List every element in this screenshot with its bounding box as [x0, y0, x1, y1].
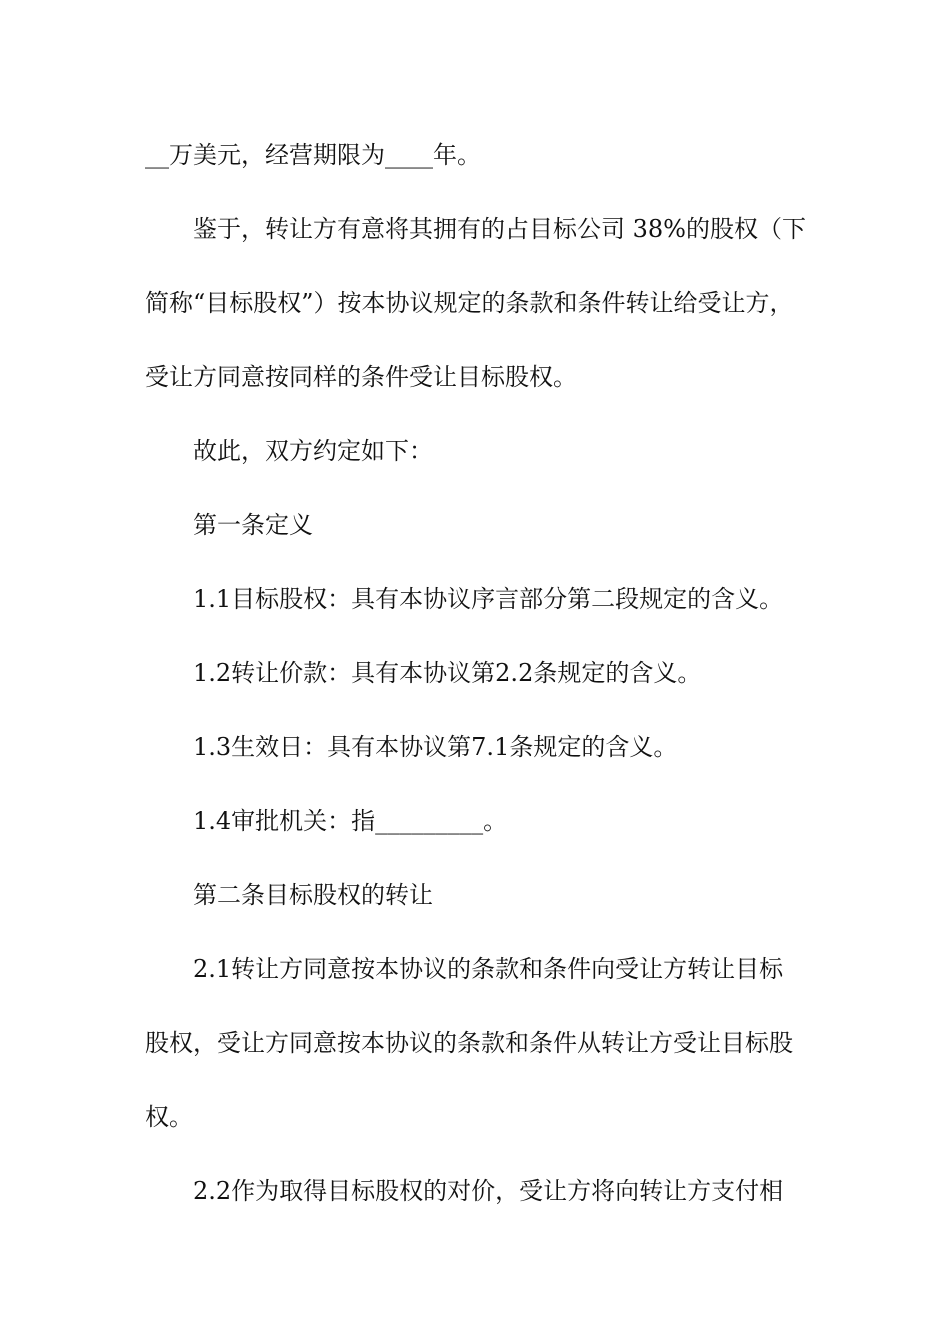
- definition-item: 1.4审批机关：指_________。: [193, 807, 508, 835]
- document-body: [145, 128, 815, 1218]
- text-line: 受让方同意按同样的条件受让目标股权。: [145, 363, 577, 391]
- definition-item: 1.3生效日：具有本协议第7.1条规定的含义。: [193, 733, 678, 761]
- definition-item: 1.2转让价款：具有本协议第2.2条规定的含义。: [193, 659, 702, 687]
- clause-item: 2.2作为取得目标股权的对价，受让方将向转让方支付相: [193, 1177, 784, 1205]
- text-line: 股权，受让方同意按本协议的条款和条件从转让方受让目标股: [145, 1029, 793, 1057]
- section-heading: 第二条目标股权的转让: [193, 881, 433, 909]
- text-line: 权。: [145, 1103, 193, 1131]
- text-line: 鉴于，转让方有意将其拥有的占目标公司 38%的股权（下: [193, 215, 806, 243]
- clause-item: 2.1转让方同意按本协议的条款和条件向受让方转让目标: [193, 955, 784, 983]
- text-line: 简称“目标股权”）按本协议规定的条款和条件转让给受让方，: [145, 289, 794, 317]
- text-line: 故此，双方约定如下：: [193, 437, 433, 465]
- text-line: __万美元，经营期限为____年。: [145, 141, 481, 169]
- section-heading: 第一条定义: [193, 511, 313, 539]
- definition-item: 1.1目标股权：具有本协议序言部分第二段规定的含义。: [193, 585, 784, 613]
